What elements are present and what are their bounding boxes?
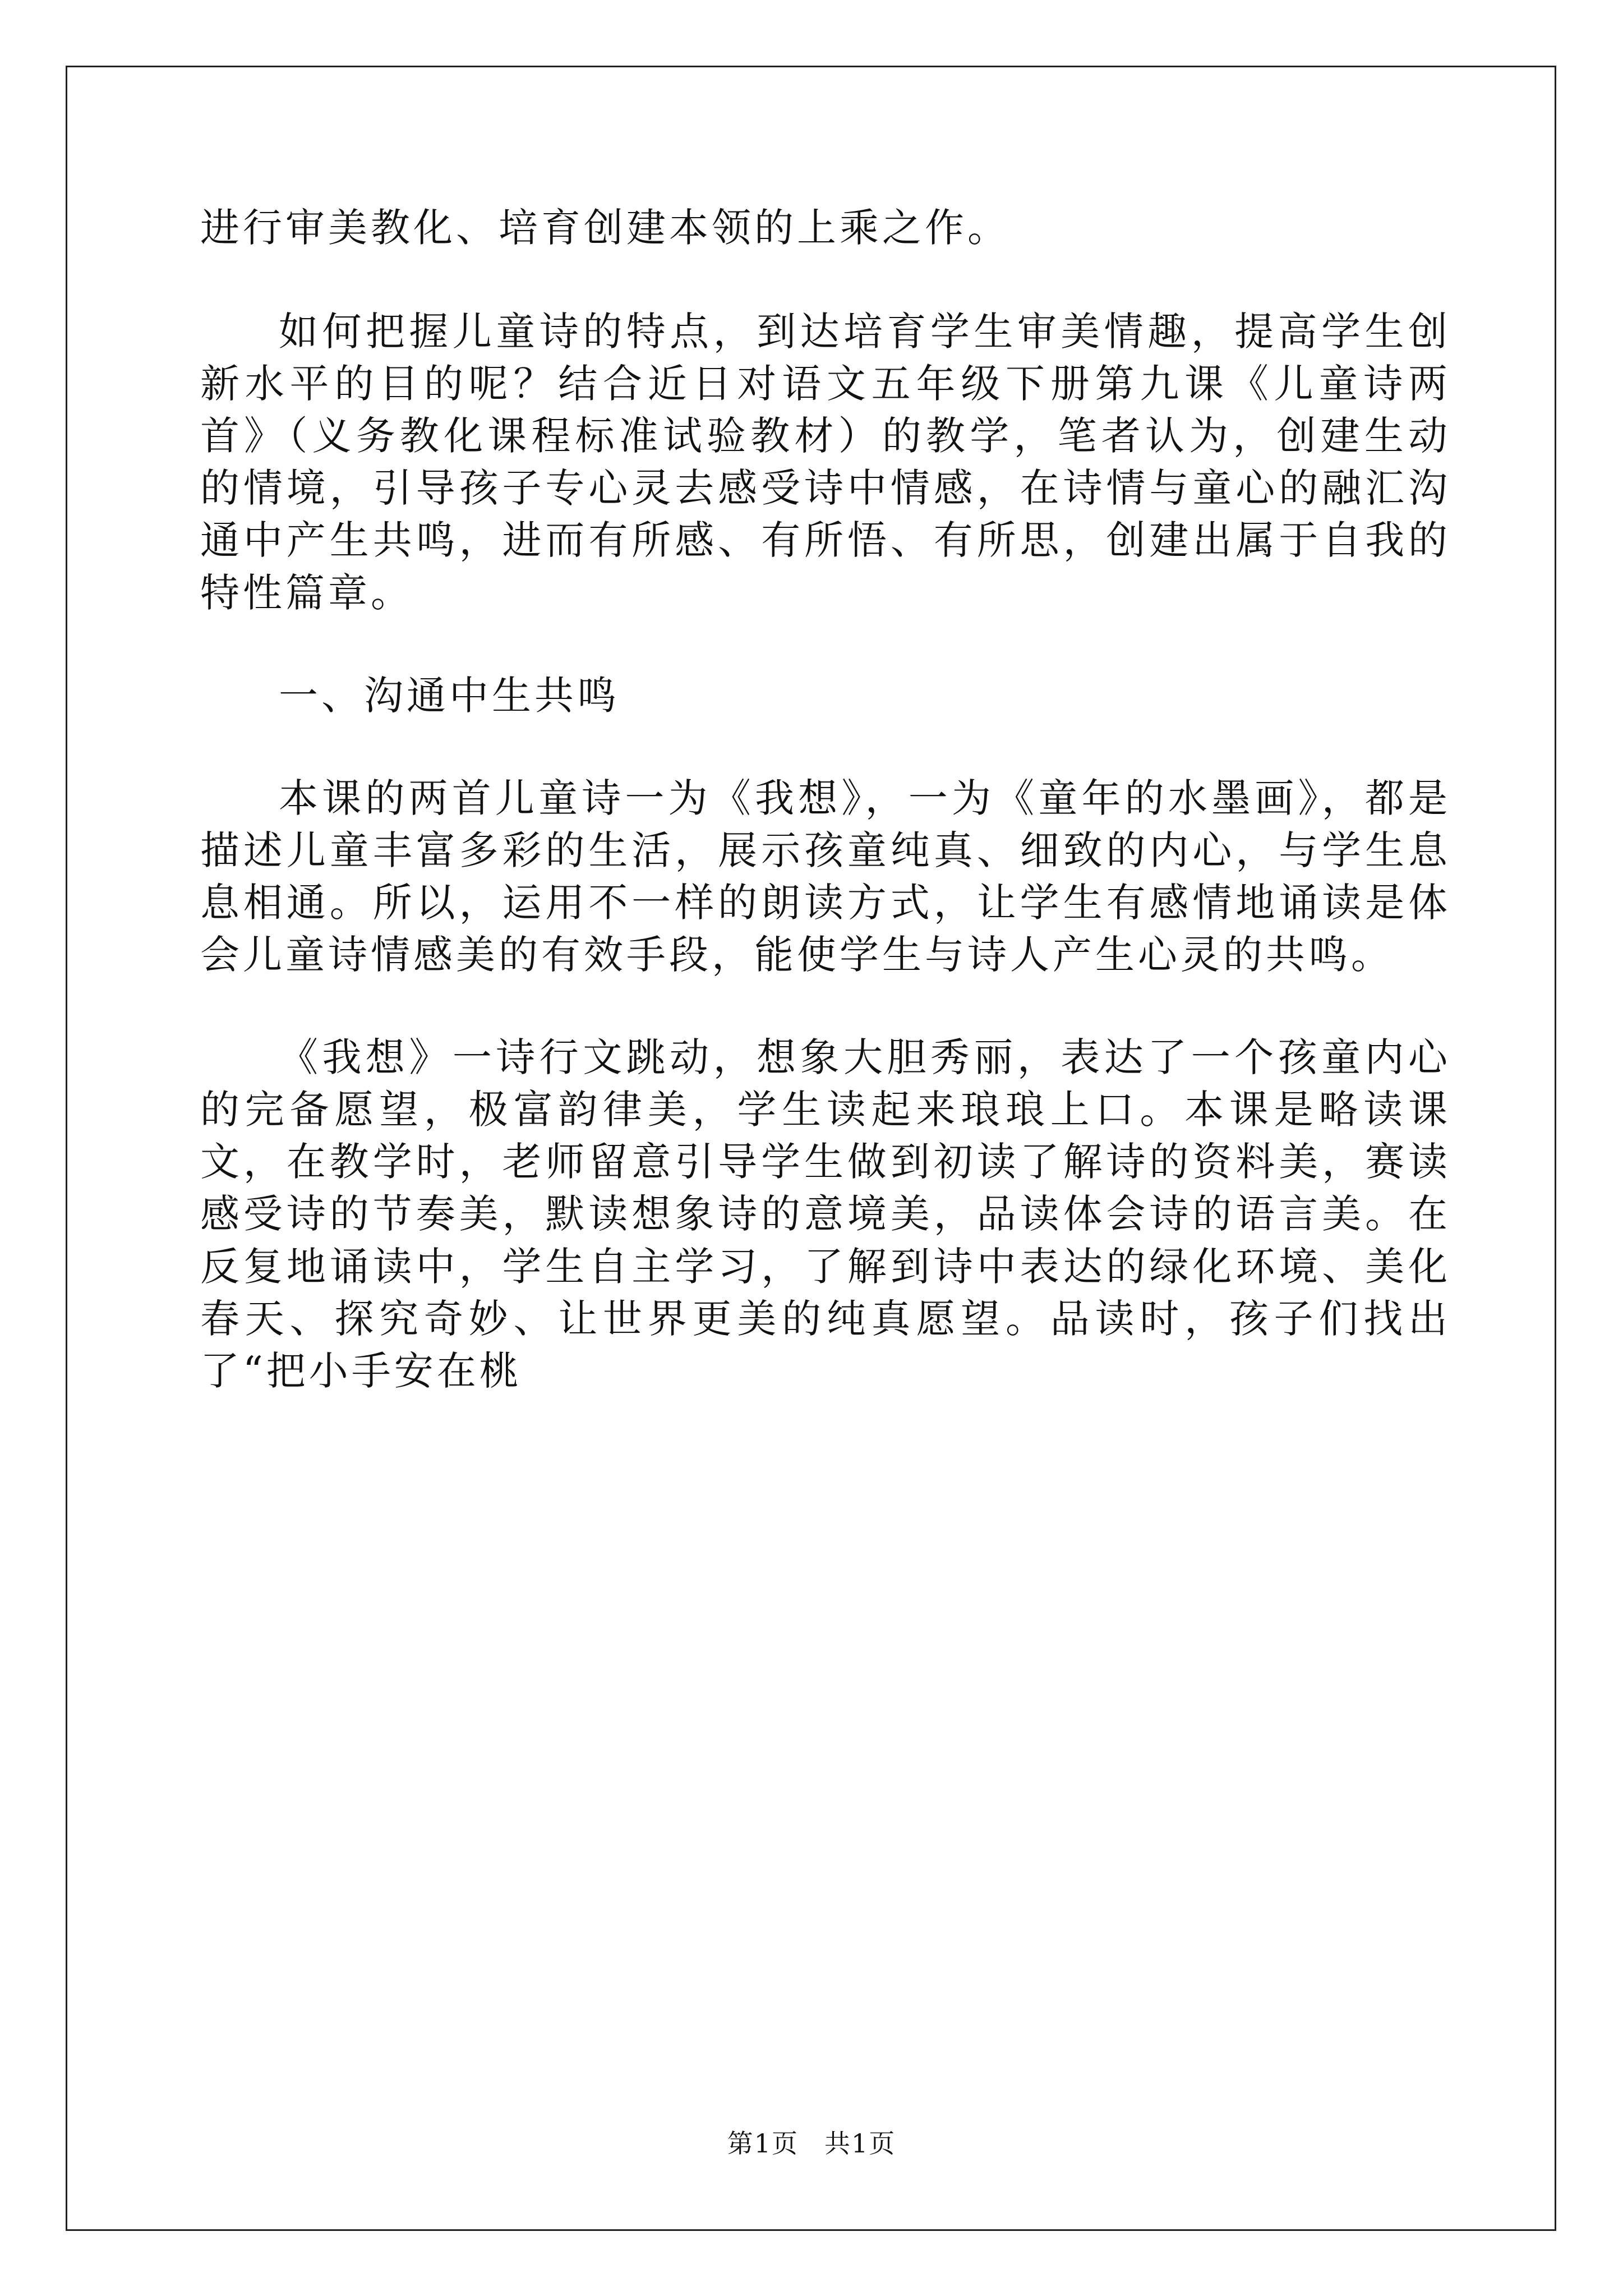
page-number-total: 共1页	[824, 2128, 896, 2159]
paragraph-wo-xiang: 《我想》一诗行文跳动，想象大胆秀丽，表达了一个孩童内心的完备愿望，极富韵律美，学生读起来琅琅上口。本课是略读课文，在教学时，老师留意引导学生做到初读了解诗的资料美，赛读感受诗的节奏美，默读想象诗的意境美，品读体会诗的语言美。在反复地诵读中，学生自主学习，了解到诗中表达的绿化环境、美化春天、探究奇妙、让世界更美的纯真愿望。品读时，孩子们找出了“把小手安在桃	[200, 1034, 1451, 1394]
paragraph-intro-question: 如何把握儿童诗的特点，到达培育学生审美情趣，提高学生创新水平的目的呢？结合近日对语文五年级下册第九课《儿童诗两首》（义务教化课程标准试验教材）的教学，笔者认为，创建生动的情境，引导孩子专心灵去感受诗中情感，在诗情与童心的融汇沟通中产生共鸣，进而有所感、有所悟、有所思，创建出属于自我的特性篇章。	[200, 309, 1451, 616]
document-body	[200, 202, 1451, 1397]
section-heading: 一、沟通中生共鸣	[279, 672, 620, 719]
page-footer	[0, 2123, 1623, 2160]
paragraph-two-poems: 本课的两首儿童诗一为《我想》，一为《童年的水墨画》，都是描述儿童丰富多彩的生活，展示孩童纯真、细致的内心，与学生息息相通。所以，运用不一样的朗读方式，让学生有感情地诵读是体会儿童诗情感美的有效手段，能使学生与诗人产生心灵的共鸣。	[200, 775, 1451, 978]
page-number-current: 第1页	[727, 2128, 799, 2159]
paragraph-continuation: 进行审美教化、培育创建本领的上乘之作。	[200, 205, 1010, 251]
